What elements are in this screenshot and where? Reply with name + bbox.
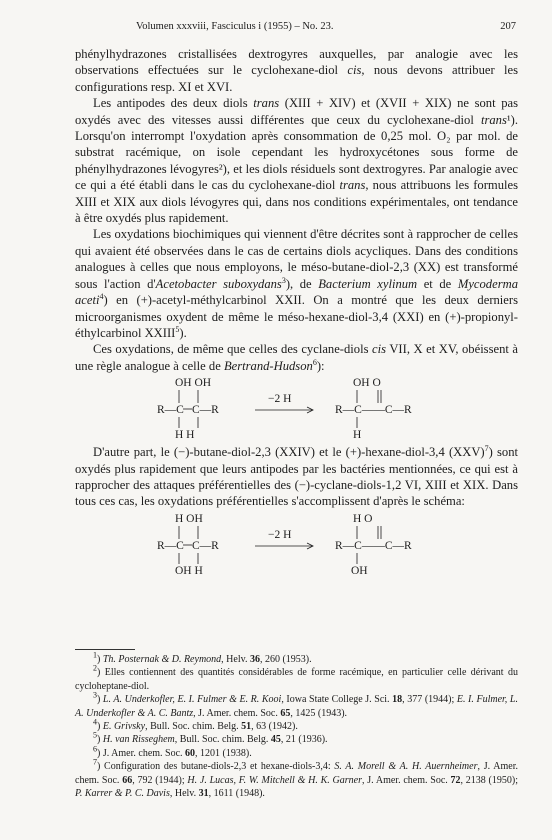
footnote-3: $^3$) L. A. Underkofler, E. I. Fulmer & E. R. Kooi, Iowa State College J. Sci. 18, 377 (1944); E. I. Fulmer, L. A. Underkofler & A. C. Bantz, J. Amer. chem. Soc. 65, 1425 (1943). [75, 690, 518, 719]
main-text [75, 46, 518, 580]
scheme2-left-top: H OH [175, 512, 203, 525]
footnote-5: $^5$) H. van Risseghem, Bull. Soc. chim. Belg. 45, 21 (1936). [93, 731, 328, 746]
page-number: 207 [500, 21, 516, 32]
paragraph-1: phénylhydrazones cristallisées dextrogyres auxquelles, par analogie avec les observations effectuées sur le cyclohexane-diol cis, nous devons attribuer les configurations resp. XI et XVI. [75, 47, 519, 94]
paragraph-2: Les antipodes des deux diols trans (XIII + XIV) et (XVII + XIX) ne sont pas oxydés avec des vitesses aussi différentes que ceux du cyclohexane-diol trans¹). Lorsqu'on interrompt l'oxydation après consommation de 0,25 mol. O₂ par mol. de substrat racémique, on isole cependant les hydroxycétones sous forme de phénylhydrazones lévogyres²), et les diols résiduels sont dextrogyres. Par analogie avec ce qui a été établi dans le cas du cyclohexane-diol trans, nous attribuons les formules XIII et XIX aux diols lévogyres qui, dans nos conditions expérimentales, ont tendance à être oxydés plus rapidement. [75, 96, 518, 226]
paragraph-5: D'autre part, le (−)-butane-diol-2,3 (XXIV) et le (+)-hexane-diol-3,4 (XXV)$^7$) sont oxydés plus rapidement que leurs antipodes par les bactéries mentionnées, ce qui est à rapprocher des attaques préférentielles des (−)-cyclane-diols-1,2 VI, XIII et XIX. Dans tous ces cas, les oxydations préférentielles s'accomplissent d'après le schéma: [75, 443, 519, 509]
scheme2-right-top: H O [353, 512, 373, 525]
footnote-1: $^1$) Th. Posternak & D. Reymond, Helv. 36, 260 (1953). [93, 650, 312, 665]
scheme2-left-mid-l: R—C [157, 539, 184, 552]
scheme2-left-mid-r: C—R [192, 539, 219, 552]
scheme1-right-top: OH O [353, 377, 381, 390]
footnote-4: $^4$) E. Grivsky, Bull. Soc. chim. Belg. 51, 63 (1942). [93, 717, 298, 733]
scheme1-left-bot: H H [175, 429, 195, 442]
scheme1-right-bot: H [353, 429, 362, 442]
footnote-2: $^2$) Elles contiennent des quantités considérables de forme racémique, en particulier celle dérivant du cycloheptane-diol. [75, 664, 518, 692]
journal-volume: Volumen xxxviii, Fasciculus i (1955) – No. 23. [136, 21, 334, 32]
scheme1-left-mid-r: C—R [192, 404, 219, 417]
scheme1-left-mid-l: R—C [157, 404, 184, 417]
reaction-scheme-2 [75, 510, 518, 580]
reaction-scheme-1 [75, 374, 518, 444]
footnotes [75, 650, 518, 800]
scheme-2-drawing [75, 510, 518, 580]
scheme2-right-bot: OH [351, 564, 368, 577]
scheme2-left-bot: OH H [175, 564, 203, 577]
footnote-6: $^6$) J. Amer. chem. Soc. 60, 1201 (1938). [93, 744, 252, 759]
scheme2-right-mid: R—C——C—R [335, 539, 412, 552]
footnote-rule [75, 649, 135, 650]
scheme-1-drawing [75, 374, 518, 444]
scheme1-right-mid: R—C——C—R [335, 404, 412, 417]
scheme1-arrow-label: −2 H [268, 393, 292, 406]
scheme2-arrow-label: −2 H [268, 528, 292, 541]
scheme1-left-top: OH OH [175, 377, 212, 390]
paragraph-3: Les oxydations biochimiques qui viennent d'être décrites sont à rapprocher de celles qui avaient été observées dans le cas de certains diols acycliques. Dans des conditions analogues à celles que nous employons, le méso-butane-diol-2,3 (XX) est transformé sous l'action d'Acetobacter suboxydans$^3$), de Bacterium xylinum et de Mycoderma aceti$^4$) en (+)-acetyl-méthylcarbinol XXII. On a montré que les deux derniers microorganismes oxydent de même le méso-hexane-diol-3,4 (XXI) en (+)-propionyl-éthylcarbinol XXIII$^5$). [75, 227, 518, 340]
paragraph-4: Ces oxydations, de même que celles des cyclane-diols cis VII, X et XV, obéissent à une règle analogue à celle de Bertrand-Hudson$^6$): [75, 342, 518, 373]
footnote-7: $^7$) Configuration des butane-diols-2,3 et hexane-diols-3,4: S. A. Morell & A. H. Auernheimer, J. Amer. chem. Soc. 66, 792 (1944); H. J. Lucas, F. W. Mitchell & H. K. Garner, J. Amer. chem. Soc. 72, 2138 (1950); P. Karrer & P. C. Davis, Helv. 31, 1611 (1948). [75, 757, 518, 800]
